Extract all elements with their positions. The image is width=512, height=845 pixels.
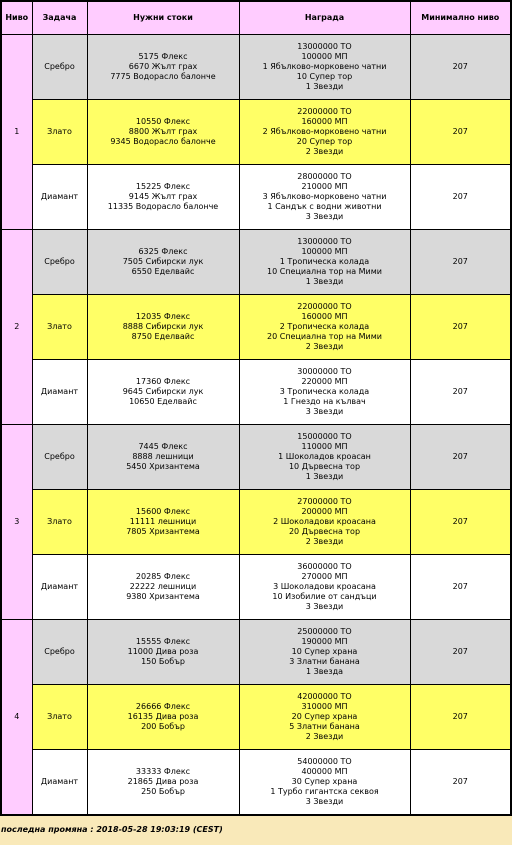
goods-line: 5175 Флекс: [138, 52, 188, 61]
reward-line: 2 Шоколадови кроасана: [273, 517, 376, 526]
task-cell: Сребро: [32, 35, 87, 100]
table-row: [1, 295, 511, 360]
goods-line: 6670 Жълт грах: [128, 62, 198, 71]
reward-line: 3 Звезди: [305, 407, 344, 416]
reward-cell: [239, 230, 410, 295]
reward-line: 2 Звезди: [305, 342, 344, 351]
reward-line: 20 Супер храна: [291, 712, 358, 721]
goods-cell: [87, 295, 239, 360]
reward-line: 54000000 ТО: [297, 757, 352, 766]
min-level-cell: 207: [410, 425, 511, 490]
reward-line: 1 Сандък с водни животни: [267, 202, 382, 211]
reward-line: 110000 МП: [301, 442, 348, 451]
min-level-cell: 207: [410, 35, 511, 100]
goods-cell: [87, 165, 239, 230]
table-row: [1, 100, 511, 165]
reward-line: 20 Супер тор: [296, 137, 353, 146]
goods-line: 15555 Флекс: [135, 637, 191, 646]
min-level-cell: 207: [410, 100, 511, 165]
goods-line: 7505 Сибирски лук: [122, 257, 204, 266]
goods-line: 250 Бобър: [141, 787, 185, 796]
level-cell: 4: [1, 620, 32, 816]
min-level-cell: 207: [410, 685, 511, 750]
reward-line: 220000 МП: [301, 377, 348, 386]
reward-line: 1 Звезди: [305, 472, 344, 481]
task-cell: Сребро: [32, 230, 87, 295]
goods-line: 20285 Флекс: [135, 572, 191, 581]
reward-line: 28000000 ТО: [297, 172, 352, 181]
min-level-cell: 207: [410, 490, 511, 555]
column-header-task: Задача: [32, 1, 87, 35]
min-level-cell: 207: [410, 750, 511, 816]
reward-line: 200000 МП: [301, 507, 348, 516]
min-level-cell: 207: [410, 360, 511, 425]
reward-line: 20 Специална тор на Мими: [267, 332, 382, 341]
task-cell: Злато: [32, 295, 87, 360]
reward-line: 2 Звезди: [305, 537, 344, 546]
reward-line: 1 Звезда: [305, 667, 344, 676]
goods-line: 33333 Флекс: [135, 767, 191, 776]
table-body: [1, 35, 511, 816]
goods-line: 5450 Хризантема: [126, 462, 200, 471]
reward-line: 400000 МП: [301, 767, 348, 776]
reward-line: 1 Звезди: [305, 82, 344, 91]
min-level-cell: 207: [410, 620, 511, 685]
task-cell: Диамант: [32, 750, 87, 816]
min-level-cell: 207: [410, 165, 511, 230]
goods-line: 8800 Жълт грах: [128, 127, 198, 136]
table-row: [1, 750, 511, 816]
reward-line: 160000 МП: [301, 117, 348, 126]
reward-cell: [239, 750, 410, 816]
table-header-row: [1, 1, 511, 35]
column-header-level: Ниво: [1, 1, 32, 35]
reward-cell: [239, 35, 410, 100]
reward-line: 10 Супер храна: [291, 647, 358, 656]
reward-line: 22000000 ТО: [297, 302, 352, 311]
level-cell: 2: [1, 230, 32, 425]
reward-line: 1 Турбо гигантска секвоя: [270, 787, 379, 796]
goods-line: 150 Бобър: [141, 657, 185, 666]
reward-line: 13000000 ТО: [297, 237, 352, 246]
goods-line: 15600 Флекс: [135, 507, 191, 516]
reward-cell: [239, 100, 410, 165]
table-row: [1, 620, 511, 685]
goods-cell: [87, 35, 239, 100]
goods-line: 11335 Водорасло балонче: [107, 202, 219, 211]
reward-line: 160000 МП: [301, 312, 348, 321]
reward-line: 310000 МП: [301, 702, 348, 711]
reward-line: 30 Супер храна: [291, 777, 358, 786]
task-cell: Диамант: [32, 360, 87, 425]
reward-line: 10 Специална тор на Мими: [267, 267, 382, 276]
reward-line: 10 Изобилие от сандъци: [272, 592, 377, 601]
goods-cell: [87, 750, 239, 816]
goods-line: 10650 Еделвайс: [129, 397, 197, 406]
goods-line: 26666 Флекс: [135, 702, 191, 711]
goods-line: 8888 лешници: [132, 452, 194, 461]
goods-line: 7805 Хризантема: [126, 527, 200, 536]
goods-cell: [87, 490, 239, 555]
goods-line: 17360 Флекс: [135, 377, 191, 386]
task-cell: Злато: [32, 100, 87, 165]
goods-cell: [87, 555, 239, 620]
reward-line: 1 Тропическа колада: [279, 257, 370, 266]
reward-line: 190000 МП: [301, 637, 348, 646]
goods-line: 21865 Дива роза: [127, 777, 199, 786]
reward-line: 3 Звезди: [305, 797, 344, 806]
goods-line: 6550 Еделвайс: [131, 267, 195, 276]
goods-line: 11000 Дива роза: [127, 647, 199, 656]
reward-line: 2 Тропическа колада: [279, 322, 370, 331]
goods-line: 7445 Флекс: [138, 442, 188, 451]
reward-line: 20 Дървесна тор: [288, 527, 361, 536]
goods-cell: [87, 360, 239, 425]
table-row: [1, 35, 511, 100]
task-cell: Диамант: [32, 555, 87, 620]
reward-line: 3 Ябълково-морковено чатни: [262, 192, 387, 201]
goods-line: 9380 Хризантема: [126, 592, 200, 601]
reward-line: 2 Ябълково-морковено чатни: [262, 127, 387, 136]
task-cell: Сребро: [32, 425, 87, 490]
table-row: [1, 425, 511, 490]
reward-line: 100000 МП: [301, 52, 348, 61]
reward-line: 210000 МП: [301, 182, 348, 191]
reward-line: 100000 МП: [301, 247, 348, 256]
reward-line: 30000000 ТО: [297, 367, 352, 376]
column-header-goods: Нужни стоки: [87, 1, 239, 35]
goods-cell: [87, 425, 239, 490]
goods-line: 8888 Сибирски лук: [122, 322, 204, 331]
reward-line: 10 Супер тор: [296, 72, 353, 81]
goods-cell: [87, 100, 239, 165]
goods-line: 16135 Дива роза: [127, 712, 199, 721]
reward-line: 3 Звезди: [305, 602, 344, 611]
goods-line: 11111 лешници: [129, 517, 197, 526]
reward-line: 2 Звезди: [305, 732, 344, 741]
goods-line: 15225 Флекс: [135, 182, 191, 191]
reward-cell: [239, 295, 410, 360]
reward-line: 1 Звезди: [305, 277, 344, 286]
reward-line: 22000000 ТО: [297, 107, 352, 116]
reward-line: 3 Златни банана: [289, 657, 360, 666]
min-level-cell: 207: [410, 295, 511, 360]
goods-line: 7775 Водорасло балонче: [110, 72, 216, 81]
column-header-reward: Награда: [239, 1, 410, 35]
level-cell: 1: [1, 35, 32, 230]
goods-line: 22222 лешници: [129, 582, 197, 591]
task-cell: Диамант: [32, 165, 87, 230]
goods-line: 8750 Еделвайс: [131, 332, 195, 341]
reward-line: 13000000 ТО: [297, 42, 352, 51]
table-row: [1, 165, 511, 230]
reward-cell: [239, 360, 410, 425]
reward-line: 1 Гнездо на кълвач: [283, 397, 366, 406]
table-row: [1, 360, 511, 425]
reward-line: 3 Звезди: [305, 212, 344, 221]
reward-line: 42000000 ТО: [297, 692, 352, 701]
reward-line: 2 Звезди: [305, 147, 344, 156]
column-header-min-level: Минимално ниво: [410, 1, 511, 35]
goods-line: 12035 Флекс: [135, 312, 191, 321]
reward-line: 3 Тропическа колада: [279, 387, 370, 396]
min-level-cell: 207: [410, 555, 511, 620]
reward-cell: [239, 165, 410, 230]
goods-line: 9145 Жълт грах: [128, 192, 198, 201]
table-row: [1, 490, 511, 555]
goods-line: 6325 Флекс: [138, 247, 188, 256]
task-cell: Сребро: [32, 620, 87, 685]
reward-line: 15000000 ТО: [297, 432, 352, 441]
reward-line: 25000000 ТО: [297, 627, 352, 636]
reward-line: 270000 МП: [301, 572, 348, 581]
min-level-cell: 207: [410, 230, 511, 295]
table-row: [1, 230, 511, 295]
reward-line: 1 Ябълково-морковено чатни: [262, 62, 387, 71]
table-row: [1, 555, 511, 620]
goods-line: 9645 Сибирски лук: [122, 387, 204, 396]
goods-cell: [87, 620, 239, 685]
reward-line: 36000000 ТО: [297, 562, 352, 571]
goods-line: 200 Бобър: [141, 722, 185, 731]
reward-cell: [239, 620, 410, 685]
table-row: [1, 685, 511, 750]
goods-line: 10550 Флекс: [135, 117, 191, 126]
level-cell: 3: [1, 425, 32, 620]
reward-cell: [239, 490, 410, 555]
goods-cell: [87, 230, 239, 295]
reward-line: 10 Дървесна тор: [288, 462, 361, 471]
reward-line: 5 Златни банана: [289, 722, 360, 731]
task-cell: Злато: [32, 685, 87, 750]
reward-line: 3 Шоколадови кроасана: [273, 582, 376, 591]
goods-line: 9345 Водорасло балонче: [110, 137, 216, 146]
goods-cell: [87, 685, 239, 750]
reward-line: 27000000 ТО: [297, 497, 352, 506]
last-modified-footer: последна промяна : 2018-05-28 19:03:19 (CEST): [1, 825, 223, 834]
reward-cell: [239, 555, 410, 620]
reward-cell: [239, 685, 410, 750]
reward-cell: [239, 425, 410, 490]
reward-line: 1 Шоколадов кроасан: [278, 452, 371, 461]
task-cell: Злато: [32, 490, 87, 555]
